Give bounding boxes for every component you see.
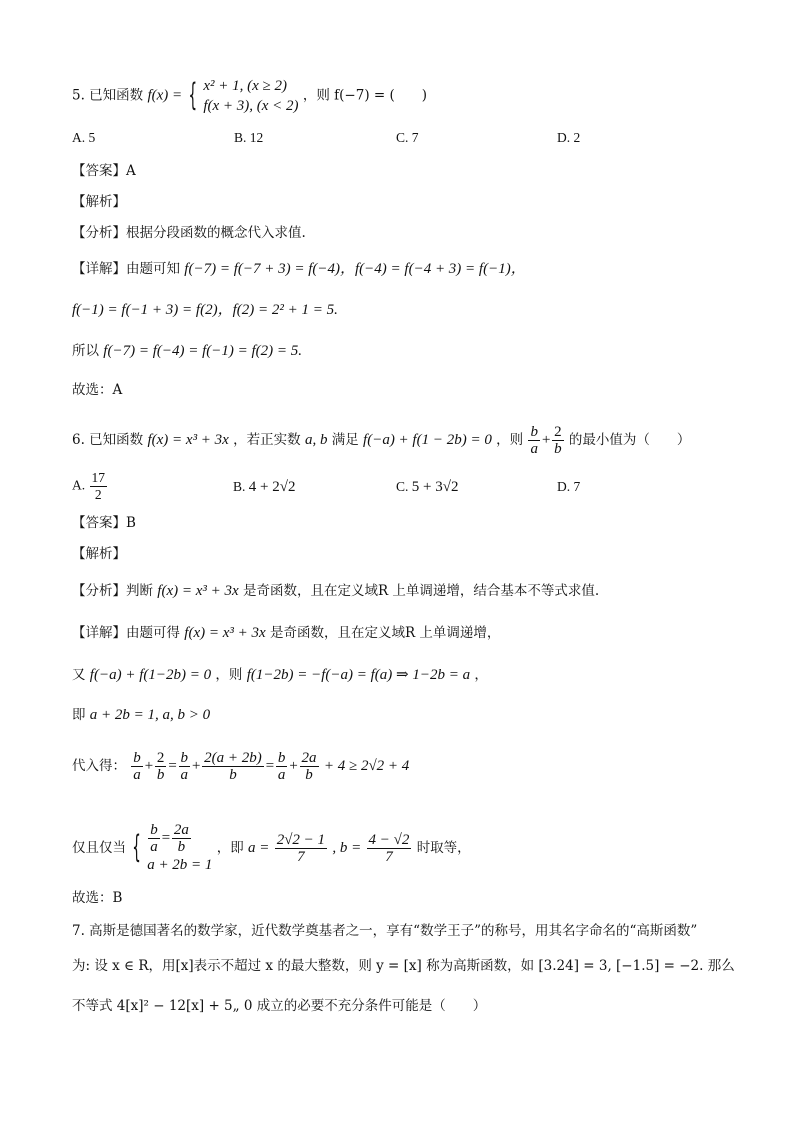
q6-detail-label: 【详解】由题可得 [72, 625, 180, 641]
q7-line-1: 7. 高斯是德国著名的数学家，近代数学奠基者之一，享有“数学王子”的称号，用其名字命名的“高斯函数” [72, 923, 698, 939]
q7-line-3: 不等式 4[x]² − 12[x] + 5„ 0 成立的必要不充分条件可能是（ ） [72, 998, 487, 1014]
frac-denominator: a [277, 767, 286, 783]
q5-answer: 【答案】A [72, 163, 136, 179]
q5-choose: 故选：A [72, 382, 123, 398]
q5-fenxi: 【分析】根据分段函数的概念代入求值. [72, 225, 306, 241]
q6-eq-mid: ，即 [216, 840, 244, 856]
q6-brace: { [132, 829, 141, 867]
q6-frac-b-over-a [528, 424, 540, 457]
q7-line-2: 为: 设 x ∈ R，用[x]表示不超过 x 的最大整数，则 y = [x] 称为高斯函数，如 [3.24] = 3, [−1.5] = −2. 那么 [72, 958, 735, 974]
q6-system-row-2: a + 2b = 1 [147, 857, 213, 873]
frac-numerator: b [530, 424, 538, 440]
q6-option-d: D. 7 [557, 479, 581, 494]
q6-line2-end: ， [474, 667, 488, 683]
q6-equality [72, 822, 471, 875]
q6-detail-line-3 [72, 705, 210, 725]
frac-numerator: b [180, 750, 189, 766]
q5-tail: ，则 f(−7) = ( ) [302, 87, 428, 104]
q6-cond-label: 满足 [331, 432, 359, 448]
frac-denominator: b [177, 839, 186, 855]
q5-detail-math-1: f(−7) = f(−7 + 3) = f(−4)，f(−4) = f(−4 + 3) = f(−1)， [184, 261, 526, 277]
q6-option-b-value: 4 + 2√2 [248, 479, 296, 495]
q5-detail-math-3: f(−7) = f(−4) = f(−1) = f(2) = 5. [103, 343, 303, 359]
q6-b-value [367, 832, 412, 865]
q6-system [147, 822, 212, 875]
q5-analysis-heading: 【解析】 [72, 194, 126, 210]
q6-line3-label: 即 [72, 707, 86, 723]
frac-denominator: a [150, 839, 158, 855]
q6-line3-math: a + 2b = 1, a, b > 0 [89, 707, 211, 723]
q5-detail-line-1 [72, 259, 526, 279]
q6-answer: 【答案】B [72, 515, 136, 531]
q6-line2-math-a: f(−a) + f(1−2b) = 0 [89, 667, 212, 683]
q5-function-name: f(x) = [147, 87, 183, 104]
q5-detail-label: 【详解】由题可知 [72, 261, 180, 277]
frac-numerator: b [150, 822, 158, 838]
frac-denominator: a [133, 767, 141, 783]
frac-numerator: 4 − √2 [368, 832, 410, 848]
q6-function-def: f(x) = x³ + 3x [147, 432, 229, 448]
frac-numerator: 2√2 − 1 [276, 832, 326, 848]
q5-option-b: B. 12 [234, 130, 264, 145]
q6-detail-line-2 [72, 665, 488, 685]
q6-line2-math-b: f(1−2b) = −f(−a) = f(a) ⇒ 1−2b = a [246, 667, 471, 683]
frac-numerator: 2a [301, 750, 317, 766]
q6-frac-2-over-b [552, 424, 564, 457]
q6-fenxi-math: f(x) = x³ + 3x [157, 583, 239, 599]
q6-detail-tail: 是奇函数，且在定义域R 上单调递增， [269, 625, 501, 641]
frac-numerator: b [133, 750, 141, 766]
plus-sign: + [143, 758, 154, 774]
q5-number: 5. 已知函数 [72, 87, 144, 104]
q6-option-c-value: 5 + 3√2 [411, 479, 459, 495]
frac-2a-over-b [172, 822, 191, 855]
q6-a-value [275, 832, 327, 865]
equals-sign: = [167, 758, 178, 774]
q5-detail-3-label: 所以 [72, 343, 99, 359]
sub-frac-2a2b-over-b [202, 750, 264, 783]
q6-option-c [396, 479, 458, 496]
q5-piecewise [203, 76, 298, 116]
q6-analysis-heading: 【解析】 [72, 546, 126, 562]
q6-number: 6. 已知函数 [72, 432, 144, 448]
equals-sign: = [160, 829, 171, 846]
q6-line2-mid: ，则 [215, 667, 243, 683]
q5-case-1: x² + 1, (x ≥ 2) [203, 78, 288, 94]
frac-denominator: a [180, 767, 189, 783]
q6-sub-label: 代入得： [72, 758, 126, 774]
frac-denominator: 7 [297, 849, 305, 865]
q6-eq-label: 仅且仅当 [72, 840, 126, 856]
frac-numerator: 2 [156, 750, 165, 766]
q6-option-a [72, 470, 108, 503]
frac-denominator: b [229, 767, 237, 783]
q6-option-a-label: A. [72, 477, 86, 493]
q6-fenxi [72, 581, 599, 601]
frac-denominator: b [554, 441, 562, 457]
plus-sign: + [191, 758, 202, 774]
q5-detail-line-3 [72, 341, 302, 361]
q5-option-c: C. 7 [396, 130, 419, 145]
frac-numerator: 2 [554, 424, 562, 440]
sub-frac-b-over-a-2 [179, 750, 191, 783]
q5-case-2: f(x + 3), (x < 2) [203, 98, 299, 114]
frac-numerator: b [277, 750, 286, 766]
frac-numerator: 17 [91, 470, 105, 485]
q5-detail-math-2: f(−1) = f(−1 + 3) = f(2)，f(2) = 2² + 1 = 5. [72, 302, 338, 318]
sub-frac-2a-over-b [300, 750, 319, 783]
q6-a-eq: a = [248, 840, 270, 856]
q5-brace: { [188, 77, 198, 114]
frac-denominator: a [530, 441, 538, 457]
frac-numerator: 2a [173, 822, 189, 838]
q6-ab: a, b [304, 432, 328, 448]
frac-denominator: b [305, 767, 313, 783]
q5-stem [72, 76, 427, 116]
q6-sub-tail: + 4 ≥ 2√2 + 4 [323, 758, 410, 774]
q6-eq-tail: 时取等， [416, 840, 471, 856]
frac-denominator: b [156, 767, 165, 783]
frac-numerator: 2(a + 2b) [204, 750, 262, 766]
q6-b-eq: , b = [332, 840, 362, 856]
q6-mid-text: ，若正实数 [233, 432, 301, 448]
q5-option-a: A. 5 [72, 130, 96, 145]
sub-frac-2-over-b [155, 750, 167, 783]
q6-condition: f(−a) + f(1 − 2b) = 0 [363, 432, 492, 448]
sub-frac-b-over-a [131, 750, 143, 783]
q5-option-d: D. 2 [557, 130, 581, 145]
q6-line2-label: 又 [72, 667, 86, 683]
q6-stem [72, 424, 690, 457]
q6-detail-line-1 [72, 623, 500, 643]
frac-denominator: 2 [94, 487, 102, 502]
equals-sign: = [264, 758, 275, 774]
plus-sign: + [288, 758, 299, 774]
q6-fenxi-label: 【分析】判断 [72, 583, 153, 599]
frac-denominator: 7 [385, 849, 393, 865]
q5-detail-line-2 [72, 300, 338, 320]
q6-substitution [72, 750, 409, 783]
q6-choose: 故选：B [72, 890, 123, 906]
q6-system-row-1 [147, 822, 212, 855]
q6-tail: 的最小值为（ ） [568, 432, 691, 448]
q6-option-b-label: B. [233, 479, 246, 494]
sub-frac-b-over-a-3 [276, 750, 288, 783]
q6-option-a-frac [90, 470, 108, 503]
q6-option-c-label: C. [396, 479, 409, 494]
q6-fenxi-tail: 是奇函数，且在定义域R 上单调递增，结合基本不等式求值. [242, 583, 600, 599]
q6-detail-math: f(x) = x³ + 3x [184, 625, 266, 641]
frac-b-over-a [148, 822, 160, 855]
q6-then: ，则 [496, 432, 524, 448]
plus-sign: + [540, 432, 552, 448]
q6-option-b [233, 479, 295, 496]
